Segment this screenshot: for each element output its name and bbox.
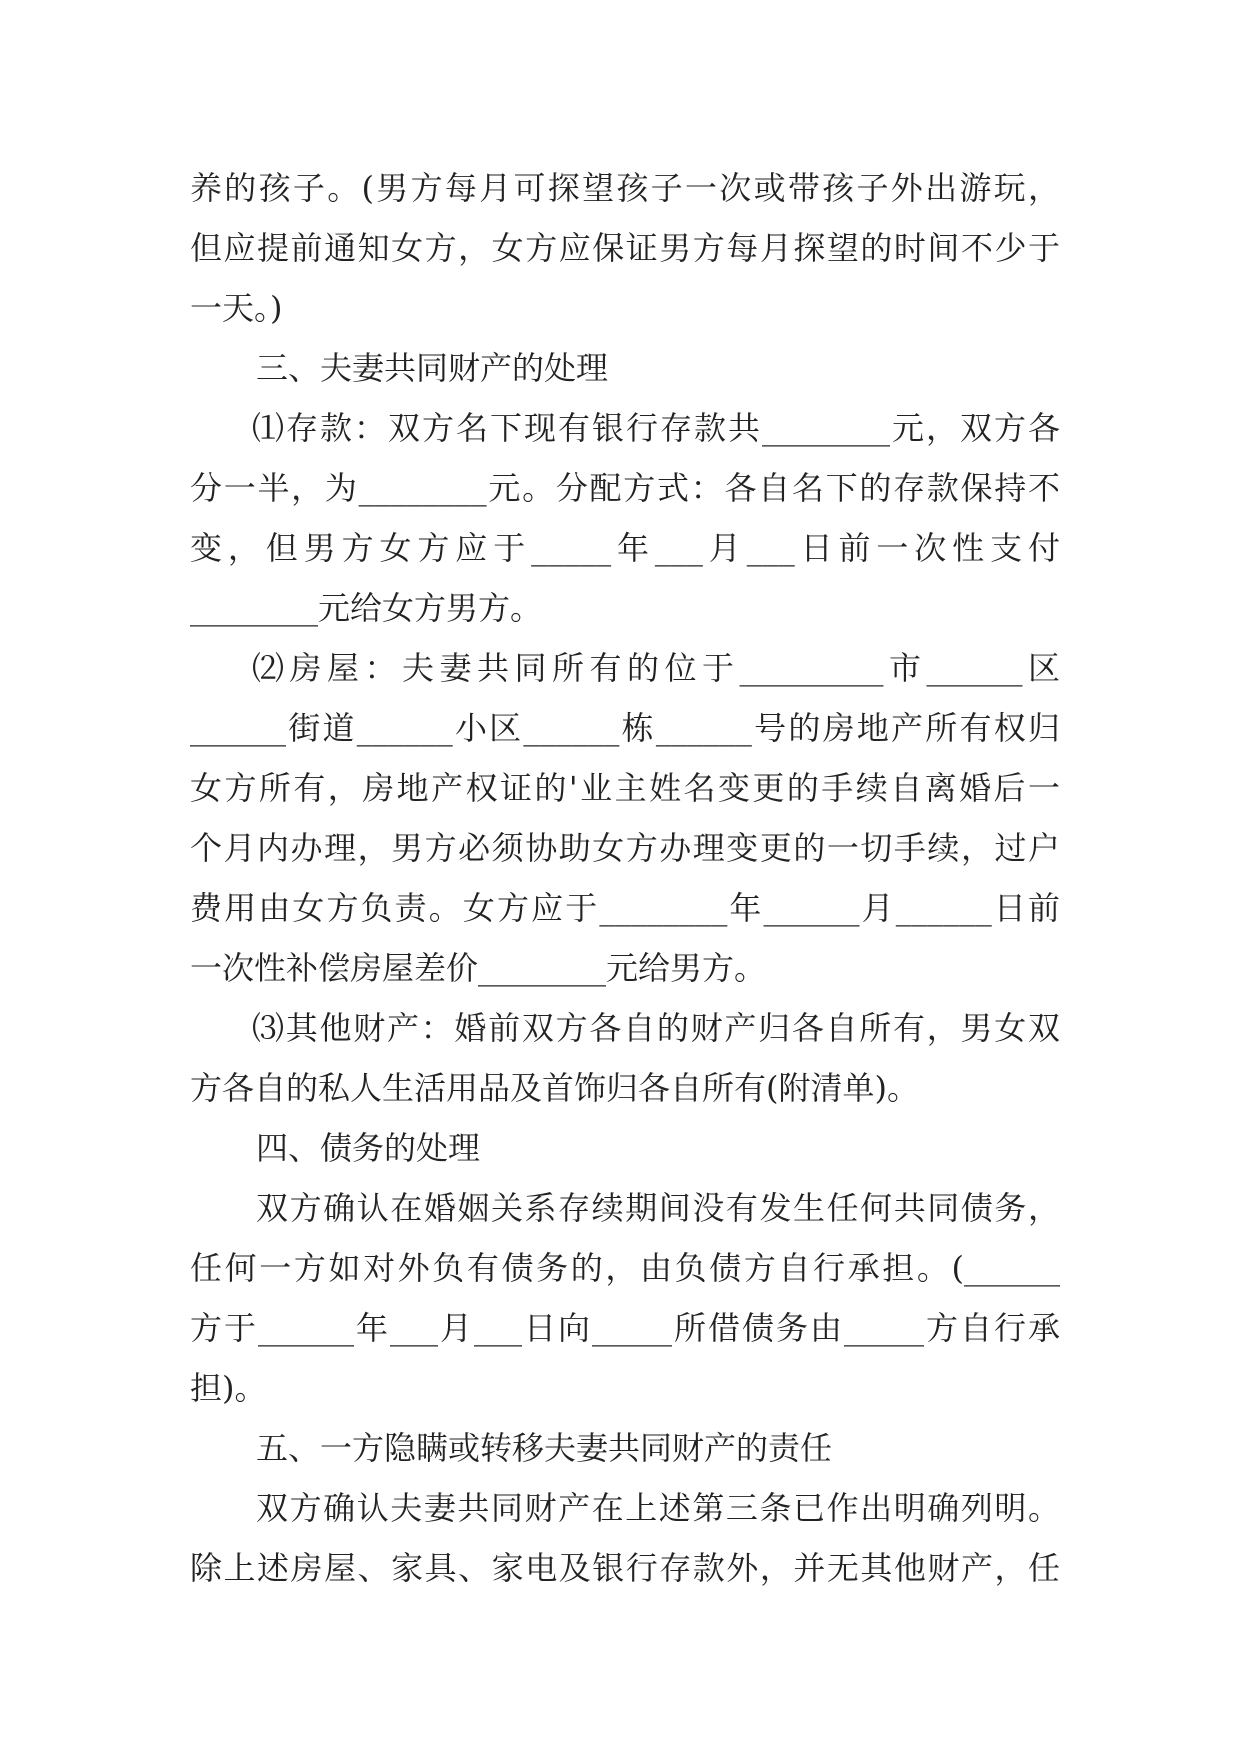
section-heading: 四、债务的处理	[256, 1129, 481, 1167]
text-line: ⑴存款：双方名下现有银行存款共________元，双方各	[252, 409, 1060, 447]
text-line: 变，但男方女方应于_____年___月___日前一次性支付	[190, 529, 1060, 567]
text-line: 方于______年___月___日向_____所借债务由_____方自行承	[190, 1309, 1060, 1347]
text-line: 养的孩子。(男方每月可探望孩子一次或带孩子外出游玩，	[190, 169, 1060, 207]
text-line: ⑵房屋：夫妻共同所有的位于_________市______区	[252, 649, 1060, 687]
text-line: 女方所有，房地产权证的'业主姓名变更的手续自离婚后一	[190, 769, 1060, 807]
section-heading: 五、一方隐瞒或转移夫妻共同财产的责任	[256, 1429, 833, 1467]
text-line: 但应提前通知女方，女方应保证男方每月探望的时间不少于	[190, 229, 1060, 267]
text-line: ______街道______小区______栋______号的房地产所有权归	[190, 709, 1060, 747]
text-line: ________元给女方男方。	[190, 589, 543, 627]
text-line: 担)。	[190, 1369, 267, 1407]
text-line: ⑶其他财产：婚前双方各自的财产归各自所有，男女双	[252, 1009, 1060, 1047]
text-line: 任何一方如对外负有债务的，由负债方自行承担。(______	[190, 1249, 1060, 1287]
text-line: 一天。)	[190, 289, 283, 327]
text-line: 除上述房屋、家具、家电及银行存款外，并无其他财产，任	[190, 1549, 1060, 1587]
text-line: 双方确认在婚姻关系存续期间没有发生任何共同债务，	[256, 1189, 1060, 1227]
text-line: 双方确认夫妻共同财产在上述第三条已作出明确列明。	[256, 1489, 1060, 1527]
text-line: 分一半，为________元。分配方式：各自名下的存款保持不	[190, 469, 1060, 507]
text-line: 费用由女方负责。女方应于________年______月______日前	[190, 889, 1060, 927]
text-line: 方各自的私人生活用品及首饰归各自所有(附清单)。	[190, 1069, 919, 1107]
section-heading: 三、夫妻共同财产的处理	[256, 349, 609, 387]
text-line: 一次性补偿房屋差价________元给男方。	[190, 949, 767, 987]
text-line: 个月内办理，男方必须协助女方办理变更的一切手续，过户	[190, 829, 1060, 867]
